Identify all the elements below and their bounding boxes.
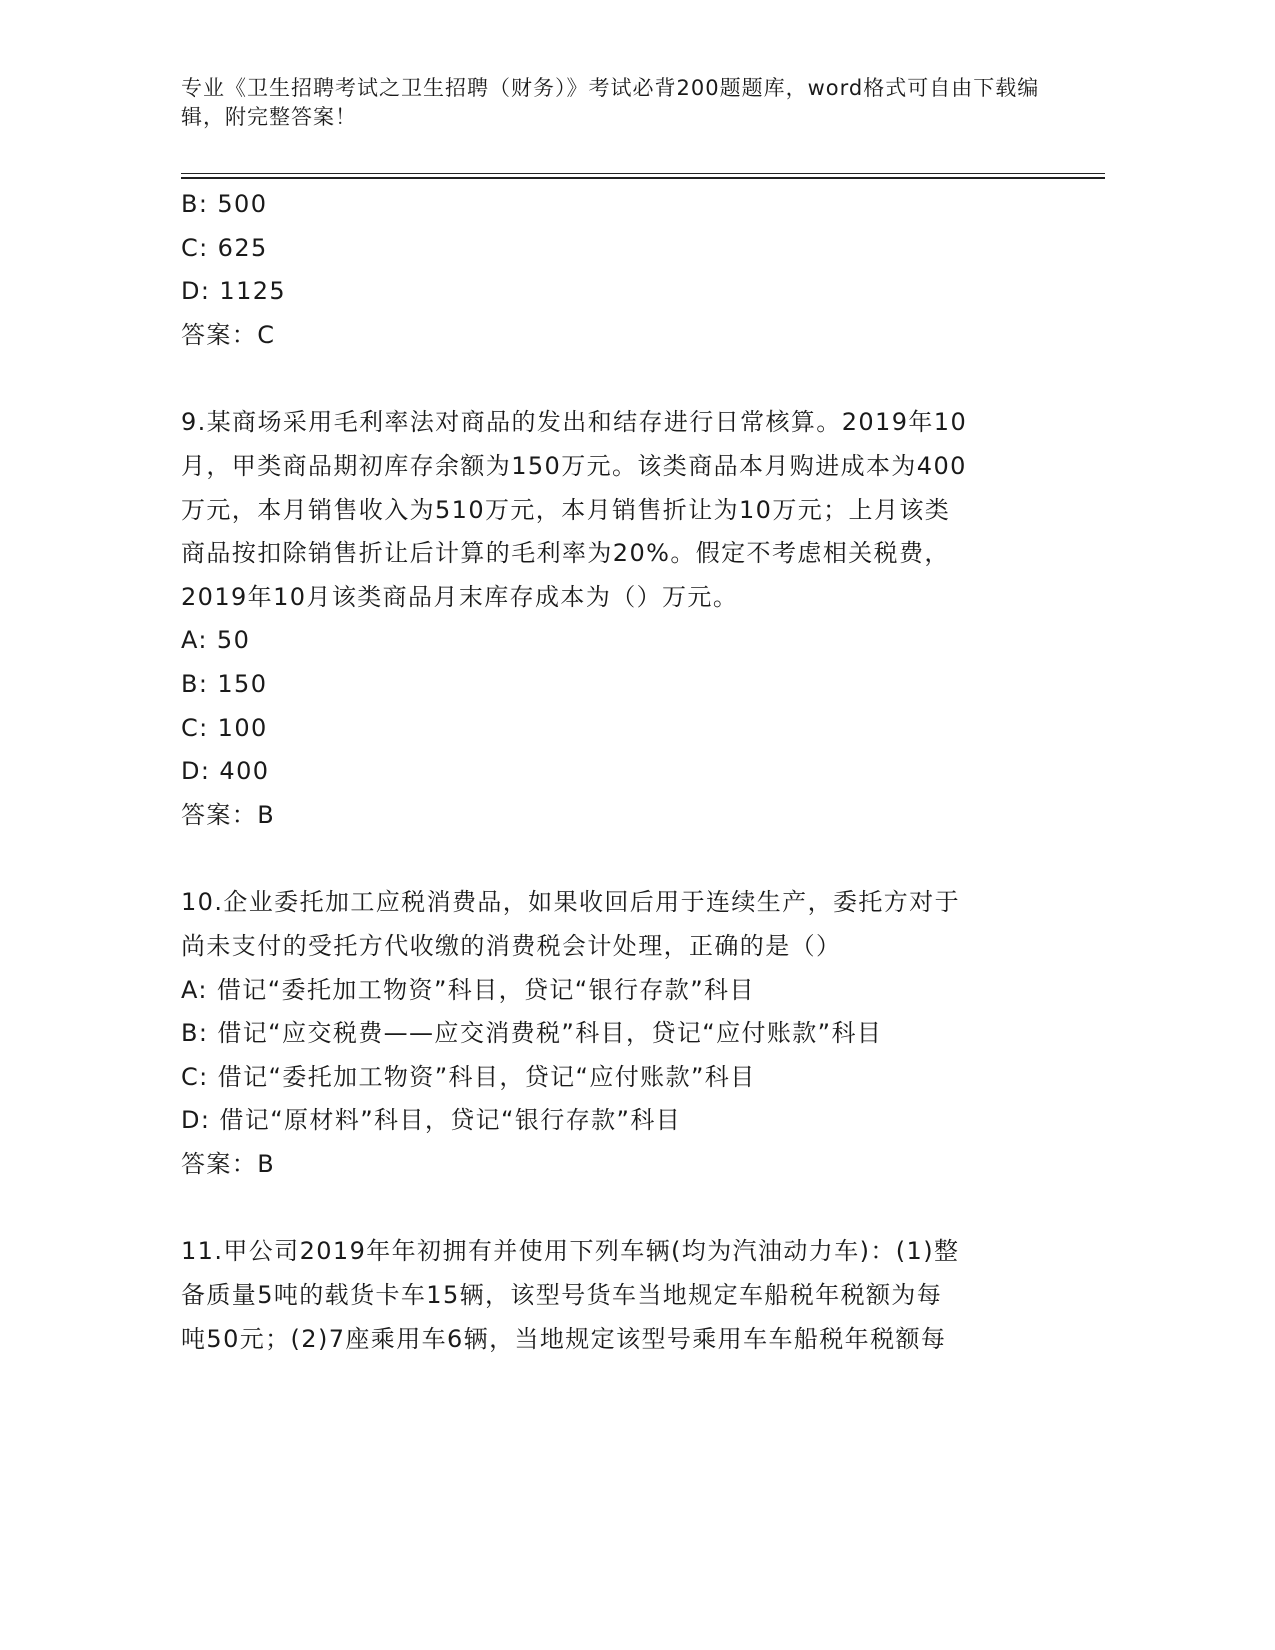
option-line: C: 借记“委托加工物资”科目，贷记“应付账款”科目 — [181, 1062, 756, 1091]
option-line: D: 1125 — [181, 277, 287, 306]
question-text-line: 备质量5吨的载货卡车15辆，该型号货车当地规定车船税年税额为每 — [181, 1281, 943, 1310]
question-text-line: 11.甲公司2019年年初拥有并使用下列车辆(均为汽油动力车)：(1)整 — [181, 1237, 960, 1266]
question-text-line: 万元，本月销售收入为510万元，本月销售折让为10万元；上月该类 — [181, 495, 951, 524]
option-line: B: 借记“应交税费——应交消费税”科目，贷记“应付账款”科目 — [181, 1019, 883, 1048]
header-divider-thick — [181, 177, 1105, 179]
document-header — [181, 74, 1041, 132]
header-divider-thin — [181, 173, 1105, 174]
question-8-tail — [181, 183, 1041, 357]
question-text-line: 2019年10月该类商品月末库存成本为（）万元。 — [181, 582, 739, 611]
document-body — [181, 183, 1041, 1361]
option-line: C: 625 — [181, 233, 268, 262]
question-11 — [181, 1230, 1041, 1361]
question-text-line: 商品按扣除销售折让后计算的毛利率为20%。假定不考虑相关税费， — [181, 539, 950, 568]
question-9 — [181, 401, 1041, 837]
question-text-line: 月，甲类商品期初库存余额为150万元。该类商品本月购进成本为400 — [181, 451, 967, 480]
header-text: 专业《卫生招聘考试之卫生招聘（财务）》考试必背200题题库，word格式可自由下载编辑，附完整答案！ — [181, 76, 1040, 129]
option-line: B: 500 — [181, 190, 268, 218]
option-line: D: 借记“原材料”科目，贷记“银行存款”科目 — [181, 1106, 682, 1135]
question-text-line: 尚未支付的受托方代收缴的消费税会计处理，正确的是（） — [181, 931, 842, 960]
answer-line: 答案：B — [181, 800, 276, 829]
question-text-line: 10.企业委托加工应税消费品，如果收回后用于连续生产，委托方对于 — [181, 888, 960, 917]
answer-line: 答案：C — [181, 320, 276, 349]
option-line: D: 400 — [181, 757, 270, 786]
option-line: A: 借记“委托加工物资”科目，贷记“银行存款”科目 — [181, 975, 755, 1004]
question-10 — [181, 881, 1041, 1186]
option-line: C: 100 — [181, 713, 268, 742]
question-text-line: 9.某商场采用毛利率法对商品的发出和结存进行日常核算。2019年10 — [181, 408, 968, 437]
option-line: B: 150 — [181, 669, 268, 698]
option-line: A: 50 — [181, 626, 251, 655]
answer-line: 答案：B — [181, 1149, 276, 1178]
question-text-line: 吨50元；(2)7座乘用车6辆，当地规定该型号乘用车车船税年税额每 — [181, 1324, 947, 1353]
